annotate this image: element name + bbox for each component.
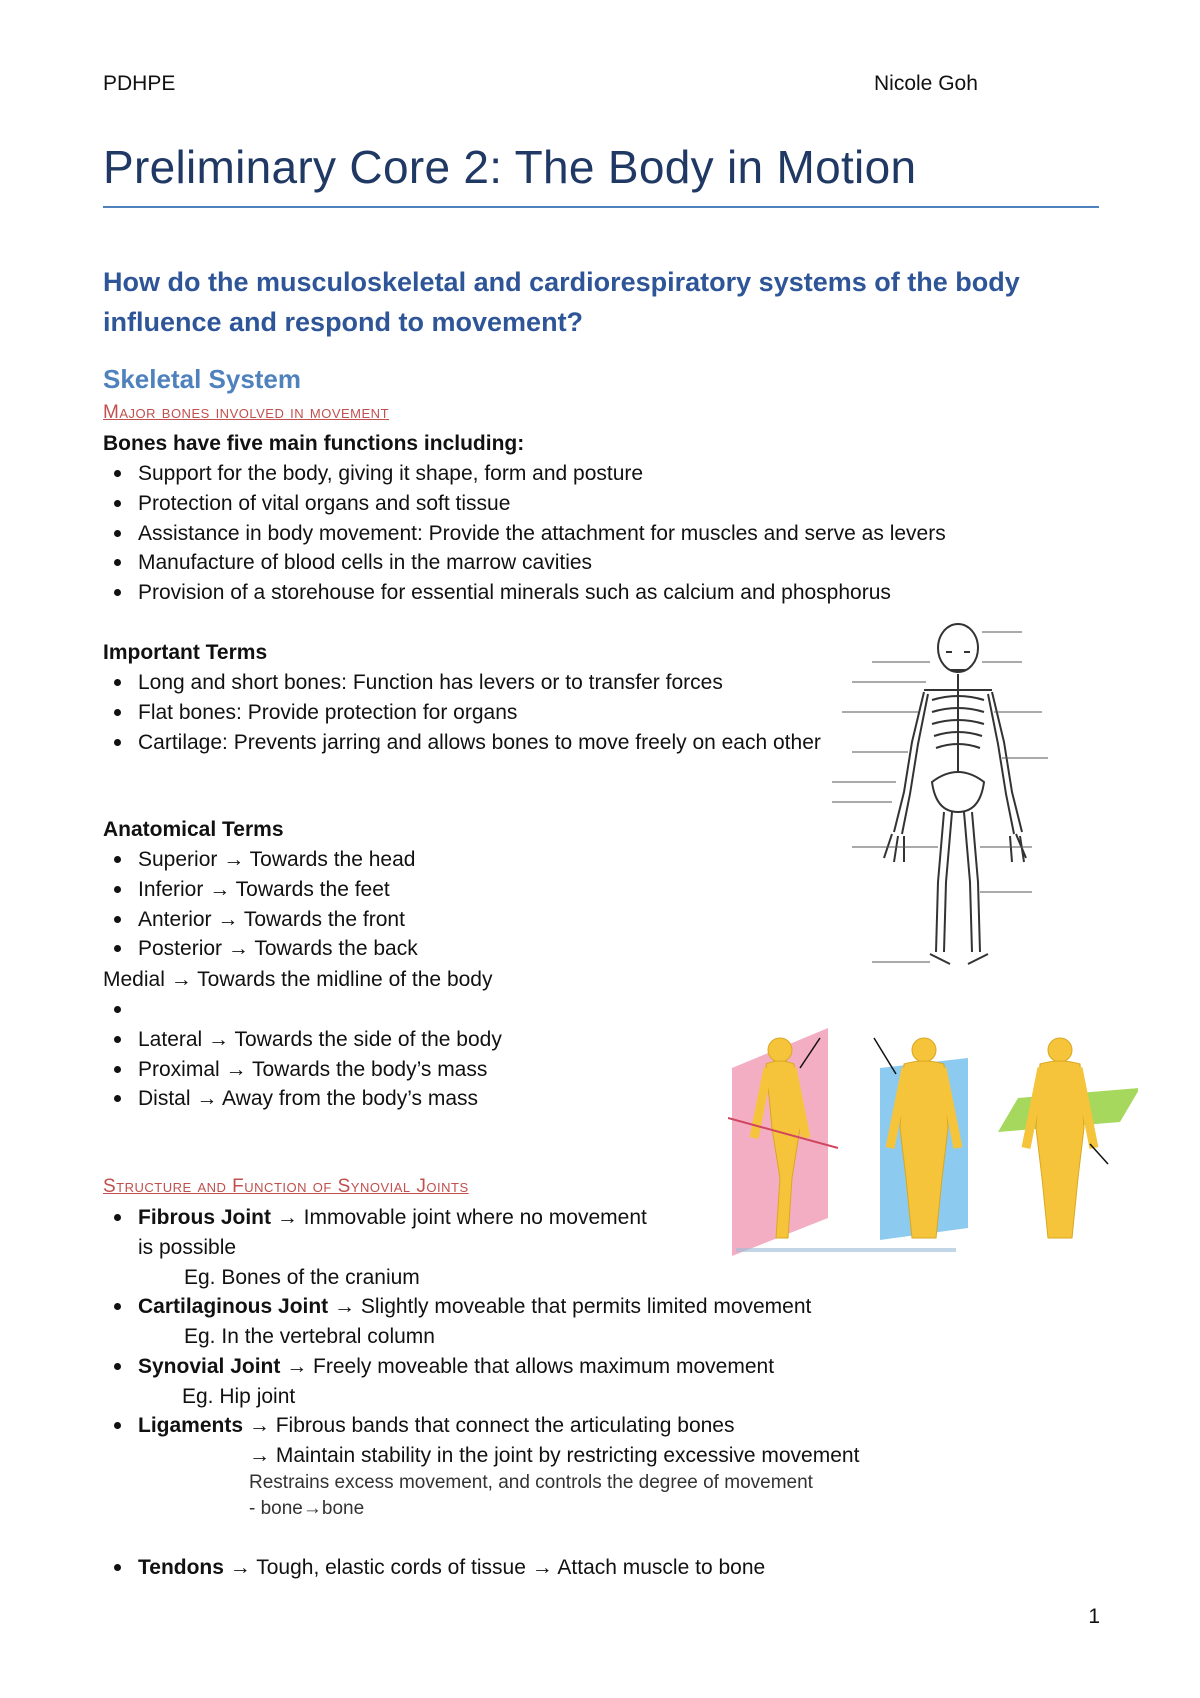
- list-item-empty: [103, 995, 502, 1025]
- list-item: Proximal → Towards the body’s mass: [103, 1055, 502, 1085]
- bone-functions-list: [103, 459, 946, 608]
- header-author: Nicole Goh: [874, 72, 978, 95]
- ligaments-note-2: - bone→bone: [249, 1498, 365, 1519]
- list-item: Posterior → Towards the back: [103, 934, 418, 964]
- joint-types-list: [103, 1411, 735, 1441]
- joint-types-list: [103, 1292, 811, 1322]
- list-item: Superior → Towards the head: [103, 845, 418, 875]
- list-item-ligaments: [103, 1411, 735, 1441]
- cartilaginous-example: Eg. In the vertebral column: [184, 1325, 435, 1348]
- ligaments-text: → Fibrous bands that connect the articulating bones: [243, 1414, 735, 1437]
- fibrous-label: Fibrous Joint: [138, 1206, 271, 1229]
- list-item: Anterior → Towards the front: [103, 905, 418, 935]
- anatomical-terms-list-b: [103, 995, 502, 1114]
- page-number: 1: [1088, 1605, 1100, 1628]
- medial-term: Medial → Towards the midline of the body: [103, 968, 493, 991]
- fibrous-text-cont: is possible: [138, 1236, 237, 1259]
- list-item: Distal → Away from the body’s mass: [103, 1084, 502, 1114]
- synovial-label: Synovial Joint: [138, 1355, 281, 1378]
- list-item: Provision of a storehouse for essential minerals such as calcium and phosphorus: [103, 578, 946, 608]
- skeleton-diagram: [812, 612, 1092, 987]
- cartilaginous-label: Cartilaginous Joint: [138, 1295, 329, 1318]
- synovial-joints-heading: Structure and Function of Synovial Joints: [103, 1176, 469, 1197]
- joint-types-list: [103, 1203, 647, 1233]
- title-underline: [103, 206, 1099, 208]
- list-item: Assistance in body movement: Provide the attachment for muscles and serve as levers: [103, 519, 946, 549]
- list-item-tendons: [103, 1553, 765, 1583]
- anatomical-planes-diagram: [728, 1018, 1138, 1258]
- list-item: Manufacture of blood cells in the marrow cavities: [103, 548, 946, 578]
- ligaments-note: Restrains excess movement, and controls the degree of movement: [249, 1472, 813, 1493]
- list-item: Cartilage: Prevents jarring and allows bones to move freely on each other: [103, 728, 823, 758]
- fibrous-example: Eg. Bones of the cranium: [184, 1266, 420, 1289]
- tendons-text: → Tough, elastic cords of tissue → Attach muscle to bone: [223, 1556, 766, 1579]
- ligaments-text-cont: → Maintain stability in the joint by restricting excessive movement: [249, 1444, 860, 1467]
- synovial-example: Eg. Hip joint: [182, 1385, 296, 1408]
- page-title: Preliminary Core 2: The Body in Motion: [103, 141, 917, 193]
- list-item-synovial: [103, 1352, 774, 1382]
- joint-types-list: [103, 1553, 765, 1583]
- tendons-label: Tendons: [138, 1556, 224, 1579]
- bones-intro: Bones have five main functions including:: [103, 432, 525, 455]
- joint-types-list: [103, 1352, 774, 1382]
- fibrous-text: → Immovable joint where no movement: [271, 1206, 647, 1229]
- synovial-text: → Freely moveable that allows maximum movement: [280, 1355, 775, 1378]
- list-item: Lateral → Towards the side of the body: [103, 1025, 502, 1055]
- section-question: How do the musculoskeletal and cardiorespiratory systems of the body influence and respond to movement?: [103, 267, 1020, 337]
- major-bones-heading: Major bones involved in movement: [103, 402, 390, 423]
- important-terms-list: [103, 668, 823, 757]
- header-subject: PDHPE: [103, 72, 176, 95]
- section-heading: Skeletal System: [103, 364, 302, 394]
- list-item: Flat bones: Provide protection for organs: [103, 698, 823, 728]
- list-item-cartilaginous: [103, 1292, 811, 1322]
- ligaments-label: Ligaments: [138, 1414, 244, 1437]
- list-item: Support for the body, giving it shape, form and posture: [103, 459, 946, 489]
- anatomical-terms-list-a: [103, 845, 418, 964]
- cartilaginous-text: → Slightly moveable that permits limited movement: [328, 1295, 812, 1318]
- important-terms-heading: Important Terms: [103, 641, 268, 664]
- anatomical-terms-heading: Anatomical Terms: [103, 818, 284, 841]
- list-item-fibrous: [103, 1203, 647, 1233]
- list-item: Inferior → Towards the feet: [103, 875, 418, 905]
- list-item: Long and short bones: Function has levers or to transfer forces: [103, 668, 823, 698]
- list-item: Protection of vital organs and soft tissue: [103, 489, 946, 519]
